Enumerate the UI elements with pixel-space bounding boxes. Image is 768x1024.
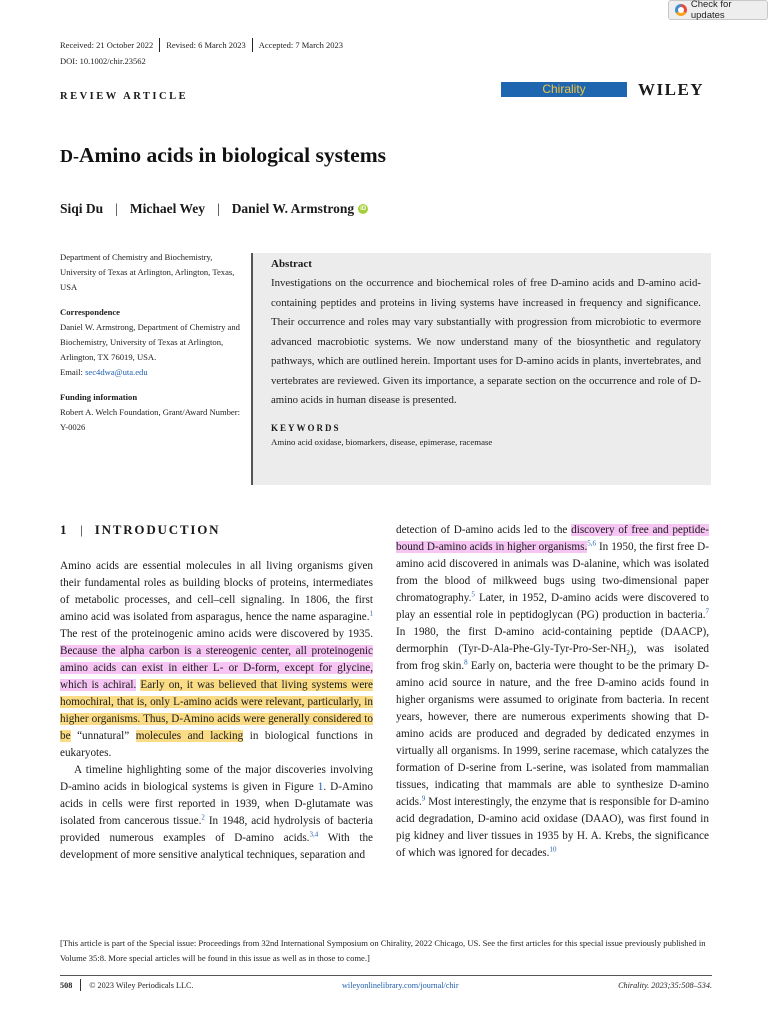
article-type: REVIEW ARTICLE [60, 91, 189, 102]
highlight-yellow: molecules and lacking [135, 730, 244, 742]
journal-url-link[interactable]: wileyonlinelibrary.com/journal/chir [342, 980, 459, 990]
reference-link[interactable]: 5,6 [587, 539, 597, 548]
abstract-heading: Abstract [271, 258, 312, 270]
abstract-box [251, 253, 711, 485]
special-issue-footnote: [This article is part of the Special issue: Proceedings from 32nd International Symposium on Chirality, 2022 Chicago, US. See the first articles for this special issue previously published in Volume 35:8. More special articles will be found in this issue as well as in those to come.] [60, 938, 706, 963]
reference-link[interactable]: 10 [549, 845, 557, 854]
reference-link[interactable]: 3,4 [309, 830, 319, 839]
title-prefix: D- [60, 146, 79, 166]
reference-link[interactable]: 7 [705, 607, 709, 616]
funding-text: Robert A. Welch Foundation, Grant/Award Number: Y-0026 [60, 407, 240, 432]
crossmark-icon [675, 4, 687, 16]
highlight-pink: Because the alpha carbon is a stereogenic center, all proteinogenic amino acids can exist in either L- or D-form, except for glycine, which is achiral. [60, 645, 373, 691]
reference-link[interactable]: 1 [369, 609, 373, 618]
affiliation-sidebar [60, 250, 240, 435]
reference-link[interactable]: 8 [464, 658, 468, 667]
revised-date: Revised: 6 March 2023 [166, 40, 246, 50]
reference-link[interactable]: 5 [471, 590, 475, 599]
left-column [60, 558, 373, 864]
email-link[interactable]: sec4dwa@uta.edu [85, 367, 148, 377]
copyright: © 2023 Wiley Periodicals LLC. [89, 980, 194, 990]
email-line: Email: sec4dwa@uta.edu [60, 367, 148, 377]
orcid-icon[interactable]: iD [360, 206, 367, 212]
abstract-text: Investigations on the occurrence and biochemical roles of free D-amino acids and D-amino acid-containing peptides and proteins in living systems have increased in frequency and significance. Their occurrence and roles may vary substantially with progression from microbiotic to evermore advanced macrobiotic systems. We now understand many of the biosynthetic and regulatory pathways, which are outlined herein. Important uses for D-amino acids in plants, invertebrates, and vertebrates are reviewed. Given its importance, a separate section on the occurrence and role of D-amino acids in human disease is presented. [271, 277, 701, 406]
funding-heading: Funding information [60, 392, 138, 402]
check-for-updates-label: Check for updates [690, 0, 732, 21]
page-number: 508 [60, 980, 73, 990]
title-text: Amino acids in biological systems [79, 143, 386, 167]
section-heading: 1 | INTRODUCTION [60, 522, 221, 537]
publisher-logo: WILEY [638, 80, 705, 99]
received-date: Received: 21 October 2022 [60, 40, 154, 50]
keywords-text: Amino acid oxidase, biomarkers, disease, epimerase, racemase [271, 436, 493, 447]
divider [159, 38, 160, 52]
correspondence-text: Daniel W. Armstrong, Department of Chemistry and Biochemistry, University of Texas at Arlington, Arlington, TX 76019, USA. [60, 322, 240, 362]
footer-divider [60, 975, 712, 976]
author[interactable]: Daniel W. Armstrong [231, 201, 355, 216]
author[interactable]: Michael Wey [129, 201, 205, 216]
author[interactable]: Siqi Du [60, 201, 104, 216]
article-dates [60, 38, 343, 52]
author-list: Siqi Du | Michael Wey | Daniel W. Armstrong iD [60, 201, 367, 216]
check-for-updates-button[interactable] [668, 0, 768, 20]
right-column [396, 522, 709, 862]
doi: DOI: 10.1002/chir.23562 [60, 56, 146, 66]
affiliation-dept: Department of Chemistry and Biochemistry, University of Texas at Arlington, Arlington, Texas, USA [60, 252, 235, 292]
section-title: INTRODUCTION [94, 522, 221, 537]
article-title [60, 143, 386, 168]
paragraph: Amino acids are essential molecules in all living organisms given their fundamental roles as building blocks of proteins, intermediates of metabolic processes, and cell–cell signaling. In 1806, the first amino acid was isolated from asparagus, hence the name asparagine.$^1$ The rest of the proteinogenic amino acids were discovered by 1935. Because the alpha carbon is a stereogenic center, all proteinogenic amino acids can exist in either L- or D-form, except for glycine, which is achiral. Early on, it was believed that living systems were homochiral, that is, only L-amino acids were relevant, particularly, in higher organisms. Thus, D-Amino acids were generally considered to be “unnatural” molecules and lacking in biological functions in eukaryotes. [60, 560, 373, 759]
keywords-heading: KEYWORDS [271, 422, 341, 433]
citation: Chirality. 2023;35:508–534. [618, 980, 712, 990]
divider [252, 38, 253, 52]
journal-logo: Chirality [501, 82, 627, 97]
page-footer [60, 979, 712, 991]
accepted-date: Accepted: 7 March 2023 [258, 40, 344, 50]
reference-link[interactable]: 9 [421, 794, 426, 803]
paragraph: detection of D-amino acids led to the discovery of free and peptide-bound D-amino acids in higher organisms.$^{5,6}$ In 1950, the first free D-amino acid discovered in animals was D-alanine, which was isolated from the blood of milkweed bugs using two-dimensional paper chromatography.$^5$ Later, in 1952, D-amino acids were discovered to play an essential role in peptidoglycan (PG) production in bacteria.$^7$ In 1980, the first D-amino acid-containing peptide (DAACP), dermorphin $(Tyr-D-Ala-Phe-Gly-Tyr-Pro-Ser-NH_2)$, was isolated from frog skin.$^8$ Early on, bacteria were thought to be the primary D-amino acid source in nature, and the free D-amino acids found in higher organisms were assumed to originate from bacteria. In recent years, however, there are numerous experiments showing that D-amino acids are produced and degraded by dedicated enzymes in virtually all organisms. In 1999, serine racemase, which catalyzes the formation of D-serine from L-serine, was isolated from mammalian tissues, indicating that mammals are able to synthesize D-amino acids.$^9$ Most interestingly, the enzyme that is responsible for D-amino acid degradation, D-amino acid oxidase (DAAO), was first found in pig kidney and liver tissues in 1935 by H. A. Krebs, the significance of which was ignored for decades.$^{10}$ [396, 524, 710, 859]
reference-link[interactable]: 2 [201, 813, 205, 822]
paragraph: A timeline highlighting some of the major discoveries involving D-amino acids in biological systems is given in Figure 1. D-Amino acids in cells were first reported in 1939, when D-glutamate was isolated from cancerous tissue.$^2$ In 1948, acid hydrolysis of bacteria provided numerous examples of D-amino acids.$^{3,4}$ With the development of more sensitive analytical techniques, separation and [60, 764, 374, 861]
section-number: 1 [60, 522, 69, 537]
figure-link[interactable]: 1 [317, 781, 324, 793]
highlight-yellow: Early on, it was believed that living systems were homochiral, that is, only L-amino acids were relevant, particularly, in higher organisms. Thus, D-Amino acids were generally considered to be [60, 679, 373, 742]
correspondence-heading: Correspondence [60, 307, 120, 317]
highlight-pink: discovery of free and peptide-bound D-amino acids in higher organisms. [396, 524, 709, 553]
